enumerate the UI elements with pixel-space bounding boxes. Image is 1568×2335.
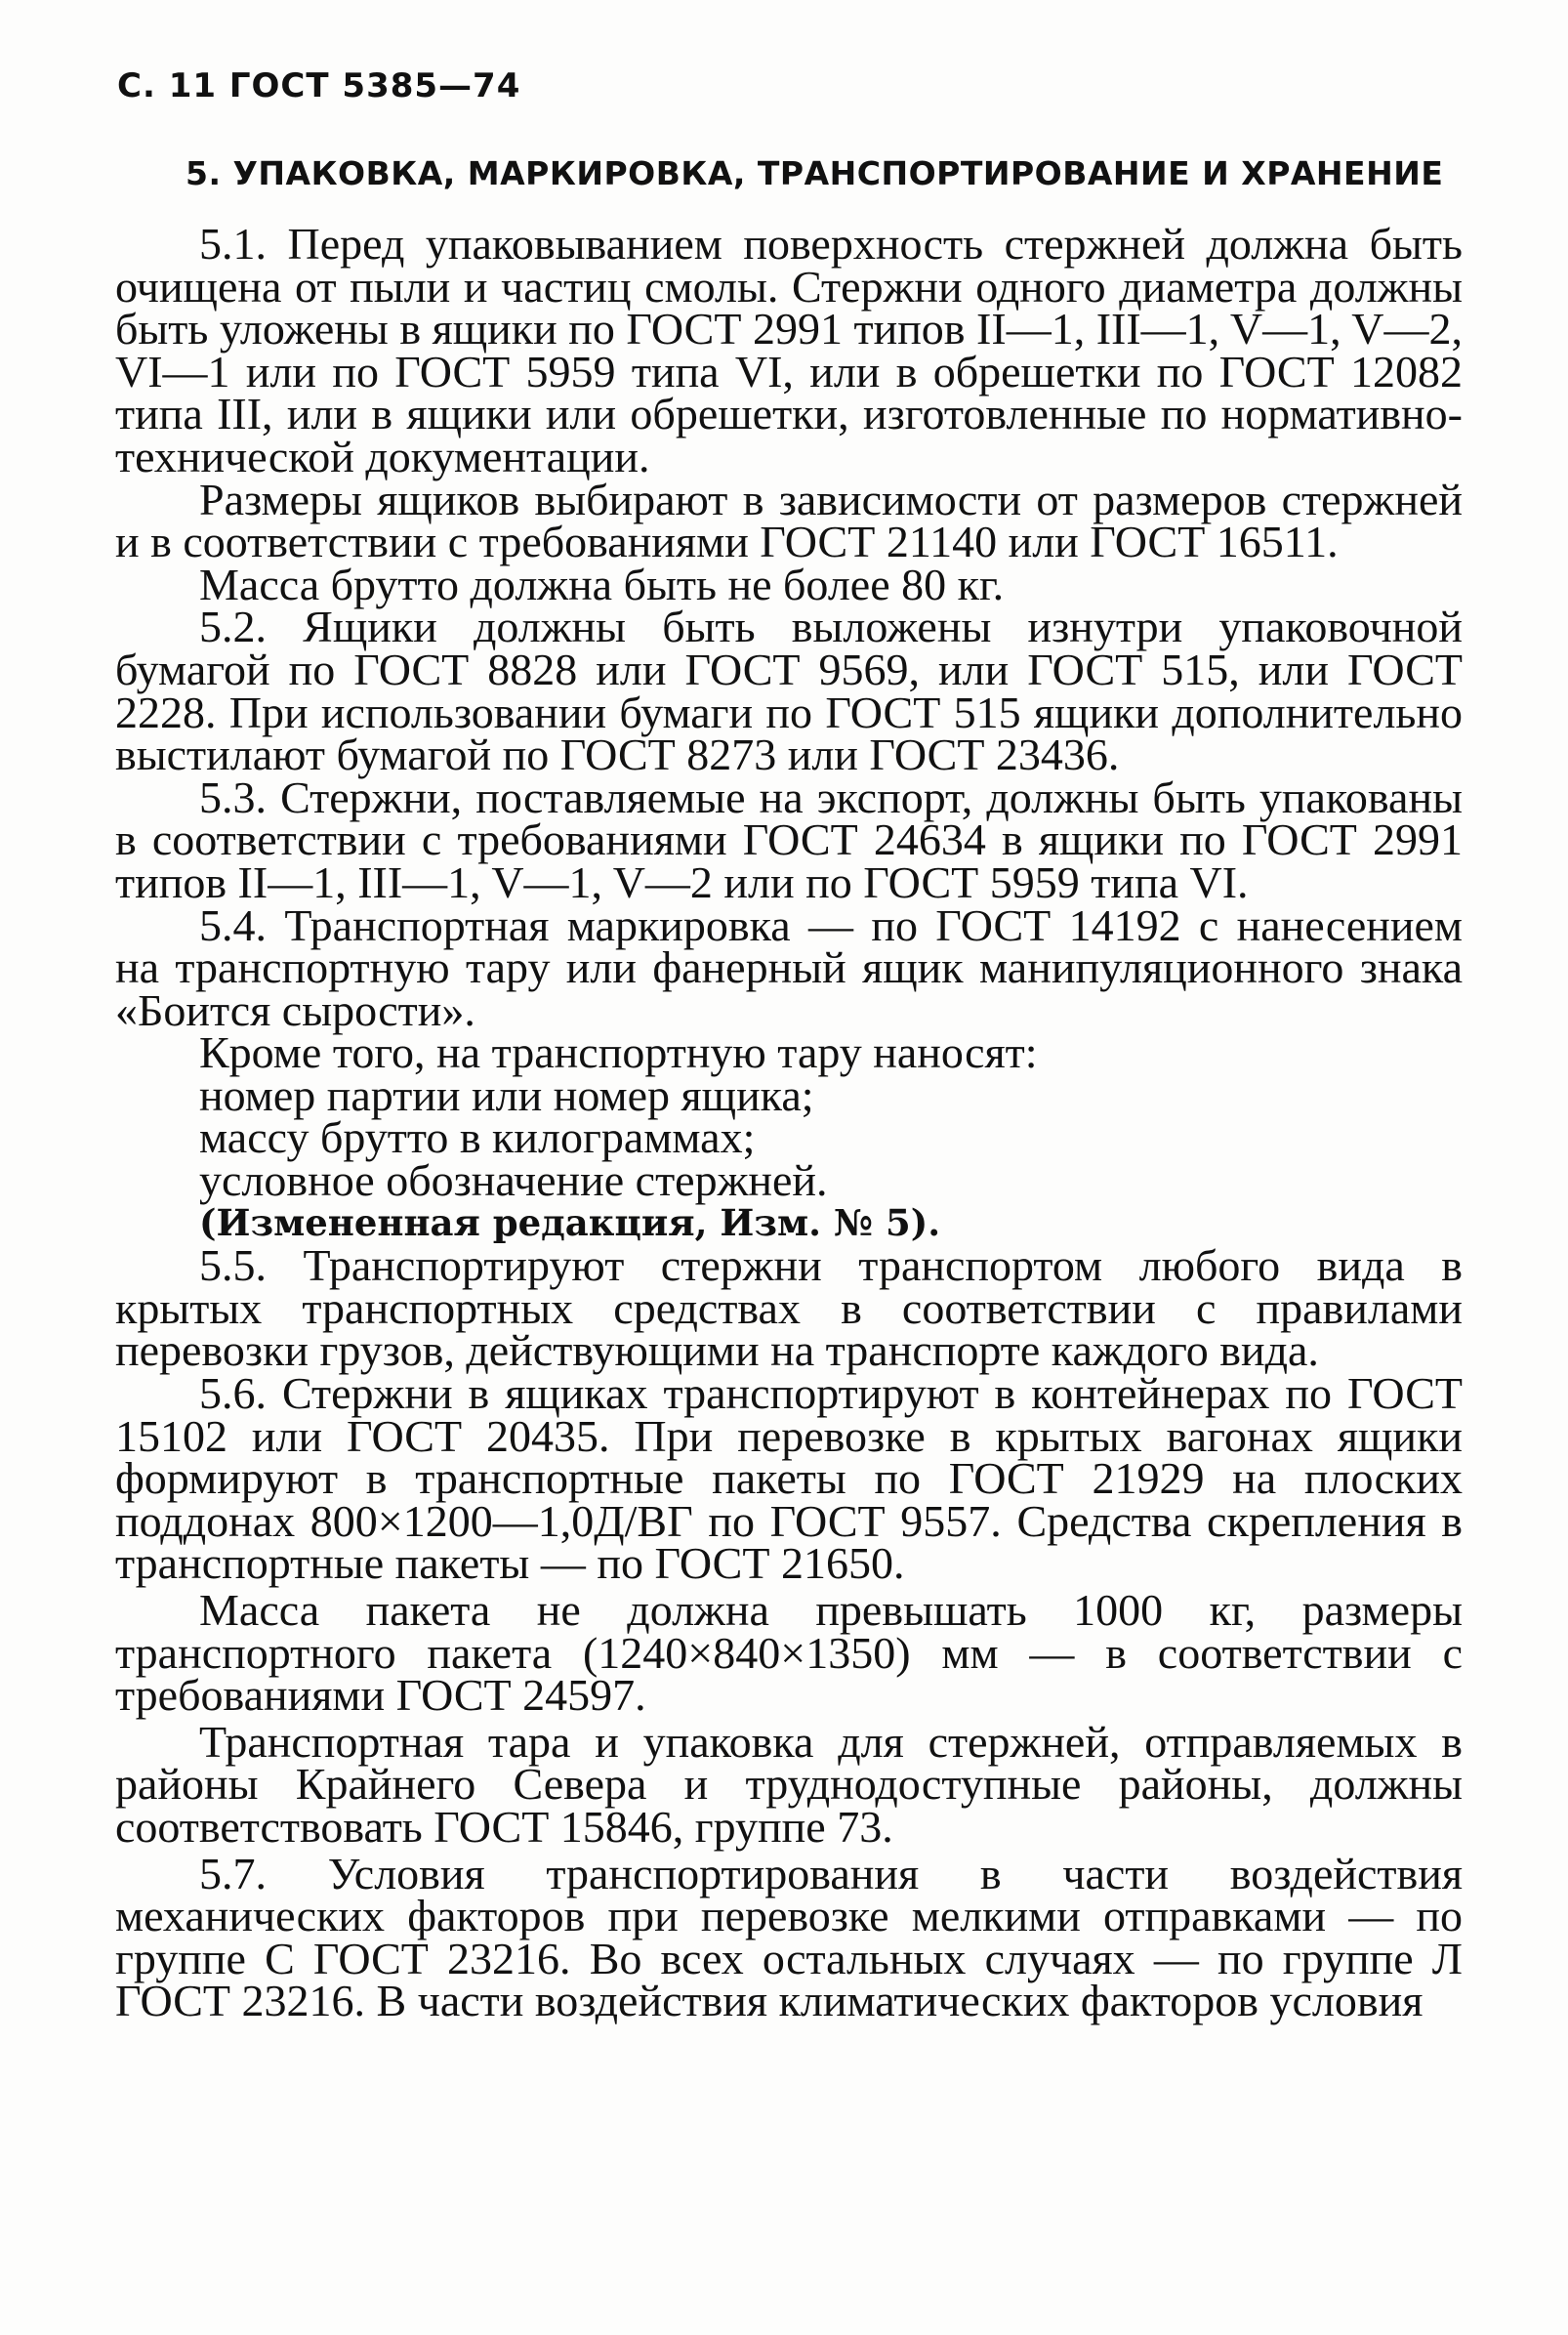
page-header: С. 11 ГОСТ 5385—74 (117, 66, 521, 105)
paragraph-5-2: 5.2. Ящики должны быть выложены изнутри упаковочной бумагой по ГОСТ 8828 или ГОСТ 9569, или ГОСТ 515, или ГОСТ 2228. При использовании бумаги по ГОСТ 515 ящики дополнительно выстилают бумагой по ГОСТ 8273 или ГОСТ 23436. (115, 602, 1463, 780)
marking-item-batch: номер партии или номер ящика; (199, 1069, 814, 1120)
marking-item-mass: массу брутто в килограммах; (199, 1112, 756, 1163)
paragraph-5-5: 5.5. Транспортируют стержни транспортом любого вида в крытых транспортных средствах в соответствии с правилами перевозки грузов, действующими на транспорте каждого вида. (115, 1240, 1463, 1376)
amendment-note: (Измененная редакция, Изм. № 5). (199, 1200, 941, 1244)
marking-item-designation: условное обозначение стержней. (199, 1155, 828, 1206)
section-title: 5. УПАКОВКА, МАРКИРОВКА, ТРАНСПОРТИРОВАНИЕ И ХРАНЕНИЕ (186, 154, 1444, 192)
paragraph-5-3: 5.3. Стержни, поставляемые на экспорт, должны быть упакованы в соответствии с требованиями ГОСТ 24634 в ящики по ГОСТ 2991 типов II—1, III—1, V—1, V—2 или по ГОСТ 5959 типа VI. (115, 771, 1463, 907)
paragraph-box-sizes: Размеры ящиков выбирают в зависимости от размеров стержней и в соответствии с требованиями ГОСТ 21140 или ГОСТ 16511. (115, 474, 1463, 567)
paragraph-5-7: 5.7. Условия транспортирования в части воздействия механических факторов при перевозке мелкими отправками — по группе С ГОСТ 23216. Во всех остальных случаях — по группе Л ГОСТ 23216. В части воздействия климатических факторов условия (115, 1848, 1463, 2026)
paragraph-5-1: 5.1. Перед упаковыванием поверхность стержней должна быть очищена от пыли и частиц смолы. Стержни одного диаметра должны быть уложены в ящики по ГОСТ 2991 типов II—1, III—1, V—1, V—2, VI—1 или по ГОСТ 5959 типа VI, или в обрешетки по ГОСТ 12082 типа III, или в ящики или обрешетки, изготовленные по нормативно-технической документации. (115, 219, 1463, 481)
paragraph-gross-mass: Масса брутто должна быть не более 80 кг. (199, 559, 1005, 609)
paragraph-5-6: 5.6. Стержни в ящиках транспортируют в контейнерах по ГОСТ 15102 или ГОСТ 20435. При перевозке в крытых вагонах ящики формируют в транспортные пакеты по ГОСТ 21929 на плоских поддонах 800×1200—1,0Д/ВГ по ГОСТ 9557. Средства скрепления в транспортные пакеты — по ГОСТ 21650. (115, 1368, 1463, 1589)
paragraph-far-north: Транспортная тара и упаковка для стержней, отправляемых в районы Крайнего Севера и труднодоступные районы, должны соответствовать ГОСТ 15846, группе 73. (115, 1716, 1463, 1852)
document-body (115, 219, 1463, 2026)
paragraph-marking-intro: Кроме того, на транспортную тару наносят: (199, 1027, 1038, 1078)
paragraph-package-mass: Масса пакета не должна превышать 1000 кг, размеры транспортного пакета (1240×840×1350) мм — в соответствии с требованиями ГОСТ 24597. (115, 1585, 1463, 1721)
paragraph-5-4: 5.4. Транспортная маркировка — по ГОСТ 14192 с нанесением на транспортную тару или фанерный ящик манипуляционного знака «Боится сырости». (115, 899, 1463, 1035)
